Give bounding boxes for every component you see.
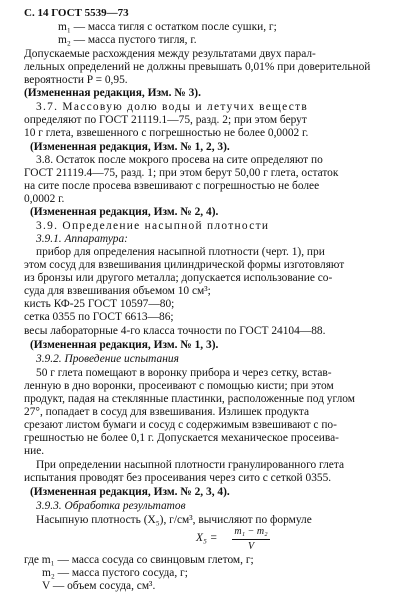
text-line: прибор для определения насыпной плотности (черт. 1), при xyxy=(36,246,325,258)
text-line: (Измененная редакция, Изм. № 1, 2, 3). xyxy=(30,141,230,153)
text-line: 3.9.2. Проведение испытания xyxy=(36,353,179,365)
text-line: срезают листом бумаги и сосуд с содержимым взвешивают с по- xyxy=(24,419,337,431)
text-line: вероятности P = 0,95. xyxy=(24,74,128,86)
text-line: определяют по ГОСТ 21119.1—75, разд. 2; при этом берут xyxy=(24,114,307,126)
formula-lhs: X₅ = xyxy=(196,532,218,544)
text-line: 10 г глета, взвешенного с погрешностью не более 0,0002 г. xyxy=(24,127,309,139)
text-line: 27°, попадает в сосуд для взвешивания. Излишек продукта xyxy=(24,406,310,418)
formula-numerator: m₁ − m₂ xyxy=(234,526,268,537)
text-line: (Измененная редакция, Изм. № 2, 4). xyxy=(30,206,219,218)
text-line: 3.7. Массовую долю воды и летучих веществ xyxy=(36,101,309,113)
text-line: Насыпную плотность (X₅), г/см³, вычисляют по формуле xyxy=(36,514,312,526)
text-line: (Измененная редакция, Изм. № 3). xyxy=(24,87,201,99)
text-line: где m₁ — масса сосуда со свинцовым глетом, г; xyxy=(24,554,254,566)
text-line: ленную в дно воронки, просеивают с помощью кисти; при этом xyxy=(24,380,334,392)
text-line: испытания проводят без просеивания через сито с сеткой 0355. xyxy=(24,472,332,484)
text-line: грешностью не более 0,1 г. Допускается механическое просеива- xyxy=(24,432,339,444)
fraction-bar xyxy=(232,539,270,540)
text-line: 0,0002 г. xyxy=(24,193,65,205)
text-line: весы лабораторные 4-го класса точности по ГОСТ 24104—88. xyxy=(24,325,326,337)
density-formula xyxy=(196,526,316,556)
text-line: на сите после просева взвешивают с погрешностью не более xyxy=(24,180,320,192)
text-line: кисть КФ-25 ГОСТ 10597—80; xyxy=(24,298,175,310)
text-line: (Измененная редакция, Изм. № 1, 3). xyxy=(30,339,219,351)
text-line: (Измененная редакция, Изм. № 2, 3, 4). xyxy=(30,486,230,498)
text-line: суда для взвешивания объемом 10 см³; xyxy=(24,285,211,297)
text-line: m₂ — масса пустого тигля, г. xyxy=(58,34,197,46)
text-line: V — объем сосуда, см³. xyxy=(42,580,156,592)
text-line: 3.9. Определение насыпной плотности xyxy=(36,220,270,232)
page-header: С. 14 ГОСТ 5539—73 xyxy=(24,7,129,19)
text-line: этом сосуд для взвешивания цилиндрической формы изготовляют xyxy=(24,259,345,271)
formula-denominator: V xyxy=(247,541,255,552)
text-line: ние. xyxy=(24,445,45,457)
text-line: из бронзы или другого металла; допускается использование со- xyxy=(24,272,333,284)
text-line: 3.9.3. Обработка результатов xyxy=(36,500,186,512)
text-line: ГОСТ 21119.4—75, разд. 1; при этом берут 50,00 г глета, остаток xyxy=(24,167,339,179)
text-line: Допускаемые расхождения между результатами двух парал- xyxy=(24,48,316,60)
text-line: m₂ — масса пустого сосуда, г; xyxy=(42,567,188,579)
text-line: m₁ — масса тигля с остатком после сушки, г; xyxy=(58,21,277,33)
text-line: При определении насыпной плотности гранулированного глета xyxy=(36,459,345,471)
text-line: сетка 0355 по ГОСТ 6613—86; xyxy=(24,311,174,323)
formula-fraction xyxy=(232,526,270,553)
text-line: 3.8. Остаток после мокрого просева на сите определяют по xyxy=(36,154,323,166)
text-line: лельных определений не должны превышать 0,01% при доверительной xyxy=(24,61,371,73)
text-line: продукт, падая на стеклянные пластинки, расположенные под углом xyxy=(24,393,355,405)
text-line: 3.9.1. Аппаратура: xyxy=(36,233,128,245)
text-line: 50 г глета помещают в воронку прибора и через сетку, встав- xyxy=(36,367,332,379)
